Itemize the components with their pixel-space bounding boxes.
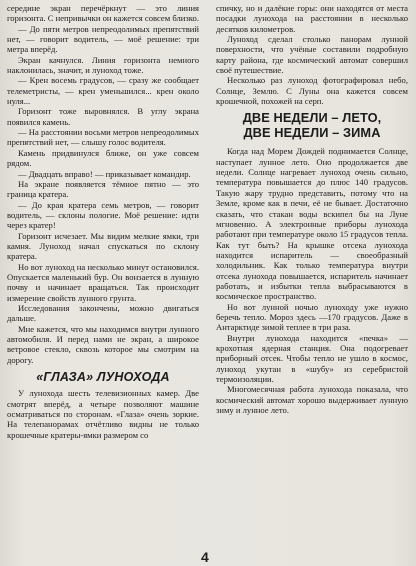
paragraph: Горизонт исчезает. Мы видим мелкие ямки, три камня. Луноход начал спускаться по склону кратера. [7,230,199,262]
paragraph: Горизонт тоже выровнялся. В углу экрана появился камень. [7,106,199,127]
paragraph: — На расстоянии восьми метров непреодолимых препятствий нет, — слышу голос водителя. [7,127,199,148]
paragraph: Многомесячная работа лунохода показала, что космический автомат хорошо выдерживает лунную зиму и лунное лето. [216,384,408,416]
section-heading-eyes: «ГЛАЗА» ЛУНОХОДА [36,370,170,385]
paragraph: На экране появляется тёмное пятно — это граница кратера. [7,178,199,200]
right-column [216,3,408,415]
paragraph: Но вот луноход на несколько минут остановился. Опускается маленький бур. Он вонзается в лунную почву и начинает вращаться. Так происходит измерение свойств лунного грунта. [7,261,199,303]
heading-line-1: ДВЕ НЕДЕЛИ – ЛЕТО, [242,110,382,126]
paragraph: Но вот лунной ночью луноходу уже нужно беречь тепло. Мороз здесь —170 градусов. Даже в Антарктиде зимой теплее в три раза. [216,301,408,333]
paragraph: Исследования закончены, можно двигаться дальше. [7,302,199,324]
paragraph: У лунохода шесть телевизионных камер. Две смотрят вперёд, а четыре позволяют машине осматриваться по сторонам. «Глаза» очень зоркие. На телепанорамах отчётливо видны не только крошечные кратеры-ямки размером со [7,388,199,440]
paragraph: спичку, но и далёкие горы: они находятся от места посадки лунохода на расстоянии в несколько десятков километров. [216,3,408,34]
paragraph: Экран качнулся. Линия горизонта немного наклонилась, значит, и луноход тоже. [7,54,199,76]
left-column [7,3,199,440]
paragraph: Камень придвинулся ближе, он уже совсем рядом. [7,147,199,169]
paragraph: Несколько раз луноход фотографировал небо, Солнце, Землю. С Луны она кажется совсем крошечной, похожей на серп. [216,75,408,107]
section-heading-seasons [216,110,408,140]
paragraph: Мне кажется, что мы находимся внутри лунного автомобиля. И перед нами не экран, а широкое ветровое стекло, сквозь которое мы смотрим на дорогу. [7,323,199,365]
paragraph: середине экран перечёркнут — это линия горизонта. С непривычки он кажется совсем близко. [7,3,199,24]
paragraph: Когда над Морем Дождей поднимается Солнце, наступает лунное лето. Оно продолжается две недели. Солнце нагревает луноход очень сильно, температура повышается до плюс 140 градусов. Такую жару трудно представить, потому что на Земле, кроме как в печи, её не бывает. Достаточно сказать, что стакан воды вскипел бы на Луне мгновенно. А электронные приборы лунохода работают при температуре около 15 градусов тепла. Как тут быть? На крышке отсека лунохода находится испаритель — своеобразный холодильник. Как только температура внутри отсека лунохода повышается, испаритель начинает работать, и избытки тепла выбрасываются в космическое пространство. [216,146,408,302]
paragraph: — До края кратера семь метров, — говорит водитель, — склоны пологие. Моё решение: идти через кратер! [7,199,199,231]
paragraph: — Двадцать вправо! — приказывает командир. [18,168,191,179]
page-number: 4 [201,549,209,565]
paragraph: — Крен восемь градусов, — сразу же сообщает телеметристы, — крен уменьшился... крен около нуля... [7,75,199,107]
paragraph: Внутри лунохода находится «печка» — крохотная ядерная станция. Она подогревает приборный отсек. Чтобы тепло не ушло в космос, луноход укутан в «шубу» из серебристой термоизоляции. [216,332,408,384]
paragraph: Луноход сделал столько панорам лунной поверхности, что учёные составили подробную карту района, где космический автомат совершил своё путешествие. [216,34,408,76]
paragraph: — До пяти метров непреодолимых препятствий нет, — говорит водитель, — моё решение: три метра вперёд. [7,23,199,55]
heading-line-2: ДВЕ НЕДЕЛИ – ЗИМА [243,125,381,141]
